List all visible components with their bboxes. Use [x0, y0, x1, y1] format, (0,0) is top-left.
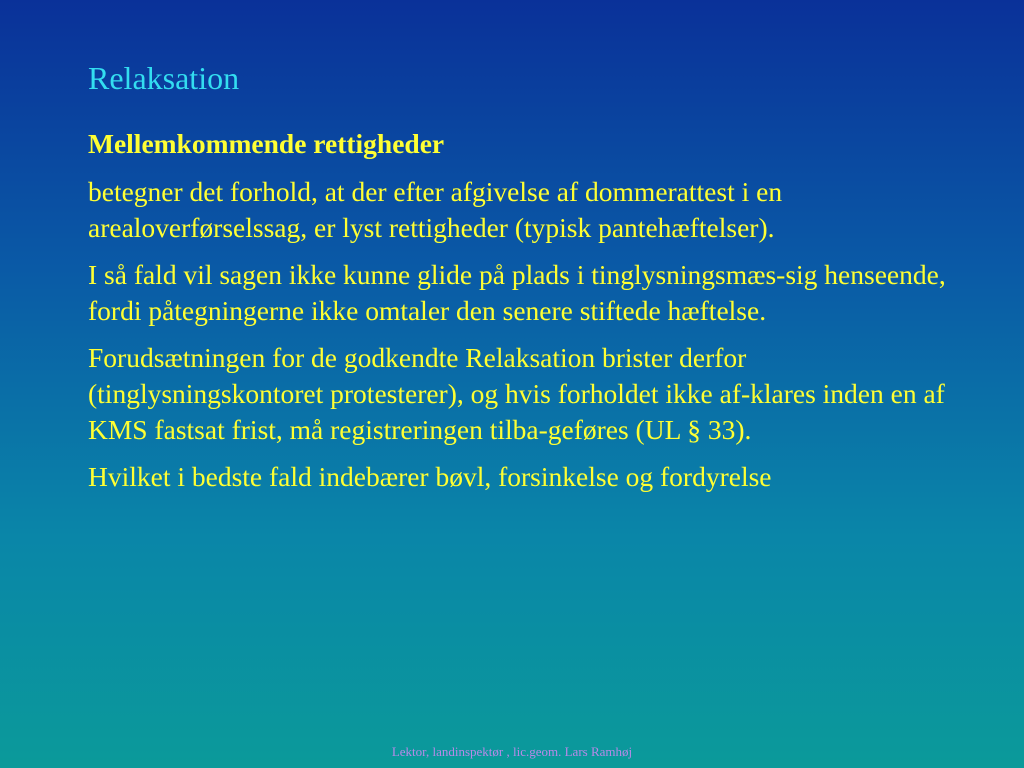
slide-subheading: Mellemkommende rettigheder: [88, 128, 445, 159]
slide-footer: Lektor, landinspektør , lic.geom. Lars Ramhøj: [391, 744, 633, 759]
paragraph-definition: betegner det forhold, at der efter afgivelse af dommerattest i en arealoverførselssag, er lyst rettigheder (typisk pantehæftelser).: [88, 176, 783, 243]
slide-content: [88, 126, 968, 506]
paragraph-conclusion: Hvilket i bedste fald indebærer bøvl, forsinkelse og fordyrelse: [88, 461, 772, 492]
paragraph-precondition: Forudsætningen for de godkendte Relaksation brister derfor (tinglysningskontoret protesterer), og hvis forholdet ikke af-klares inden en af KMS fastsat frist, må registreringen tilba-geføres (UL § 33).: [88, 342, 945, 445]
paragraph-consequence: I så fald vil sagen ikke kunne glide på plads i tinglysningsmæs-sig henseende, fordi påtegningerne ikke omtaler den senere stiftede hæftelse.: [88, 259, 946, 326]
slide-title: Relaksation: [88, 60, 240, 96]
